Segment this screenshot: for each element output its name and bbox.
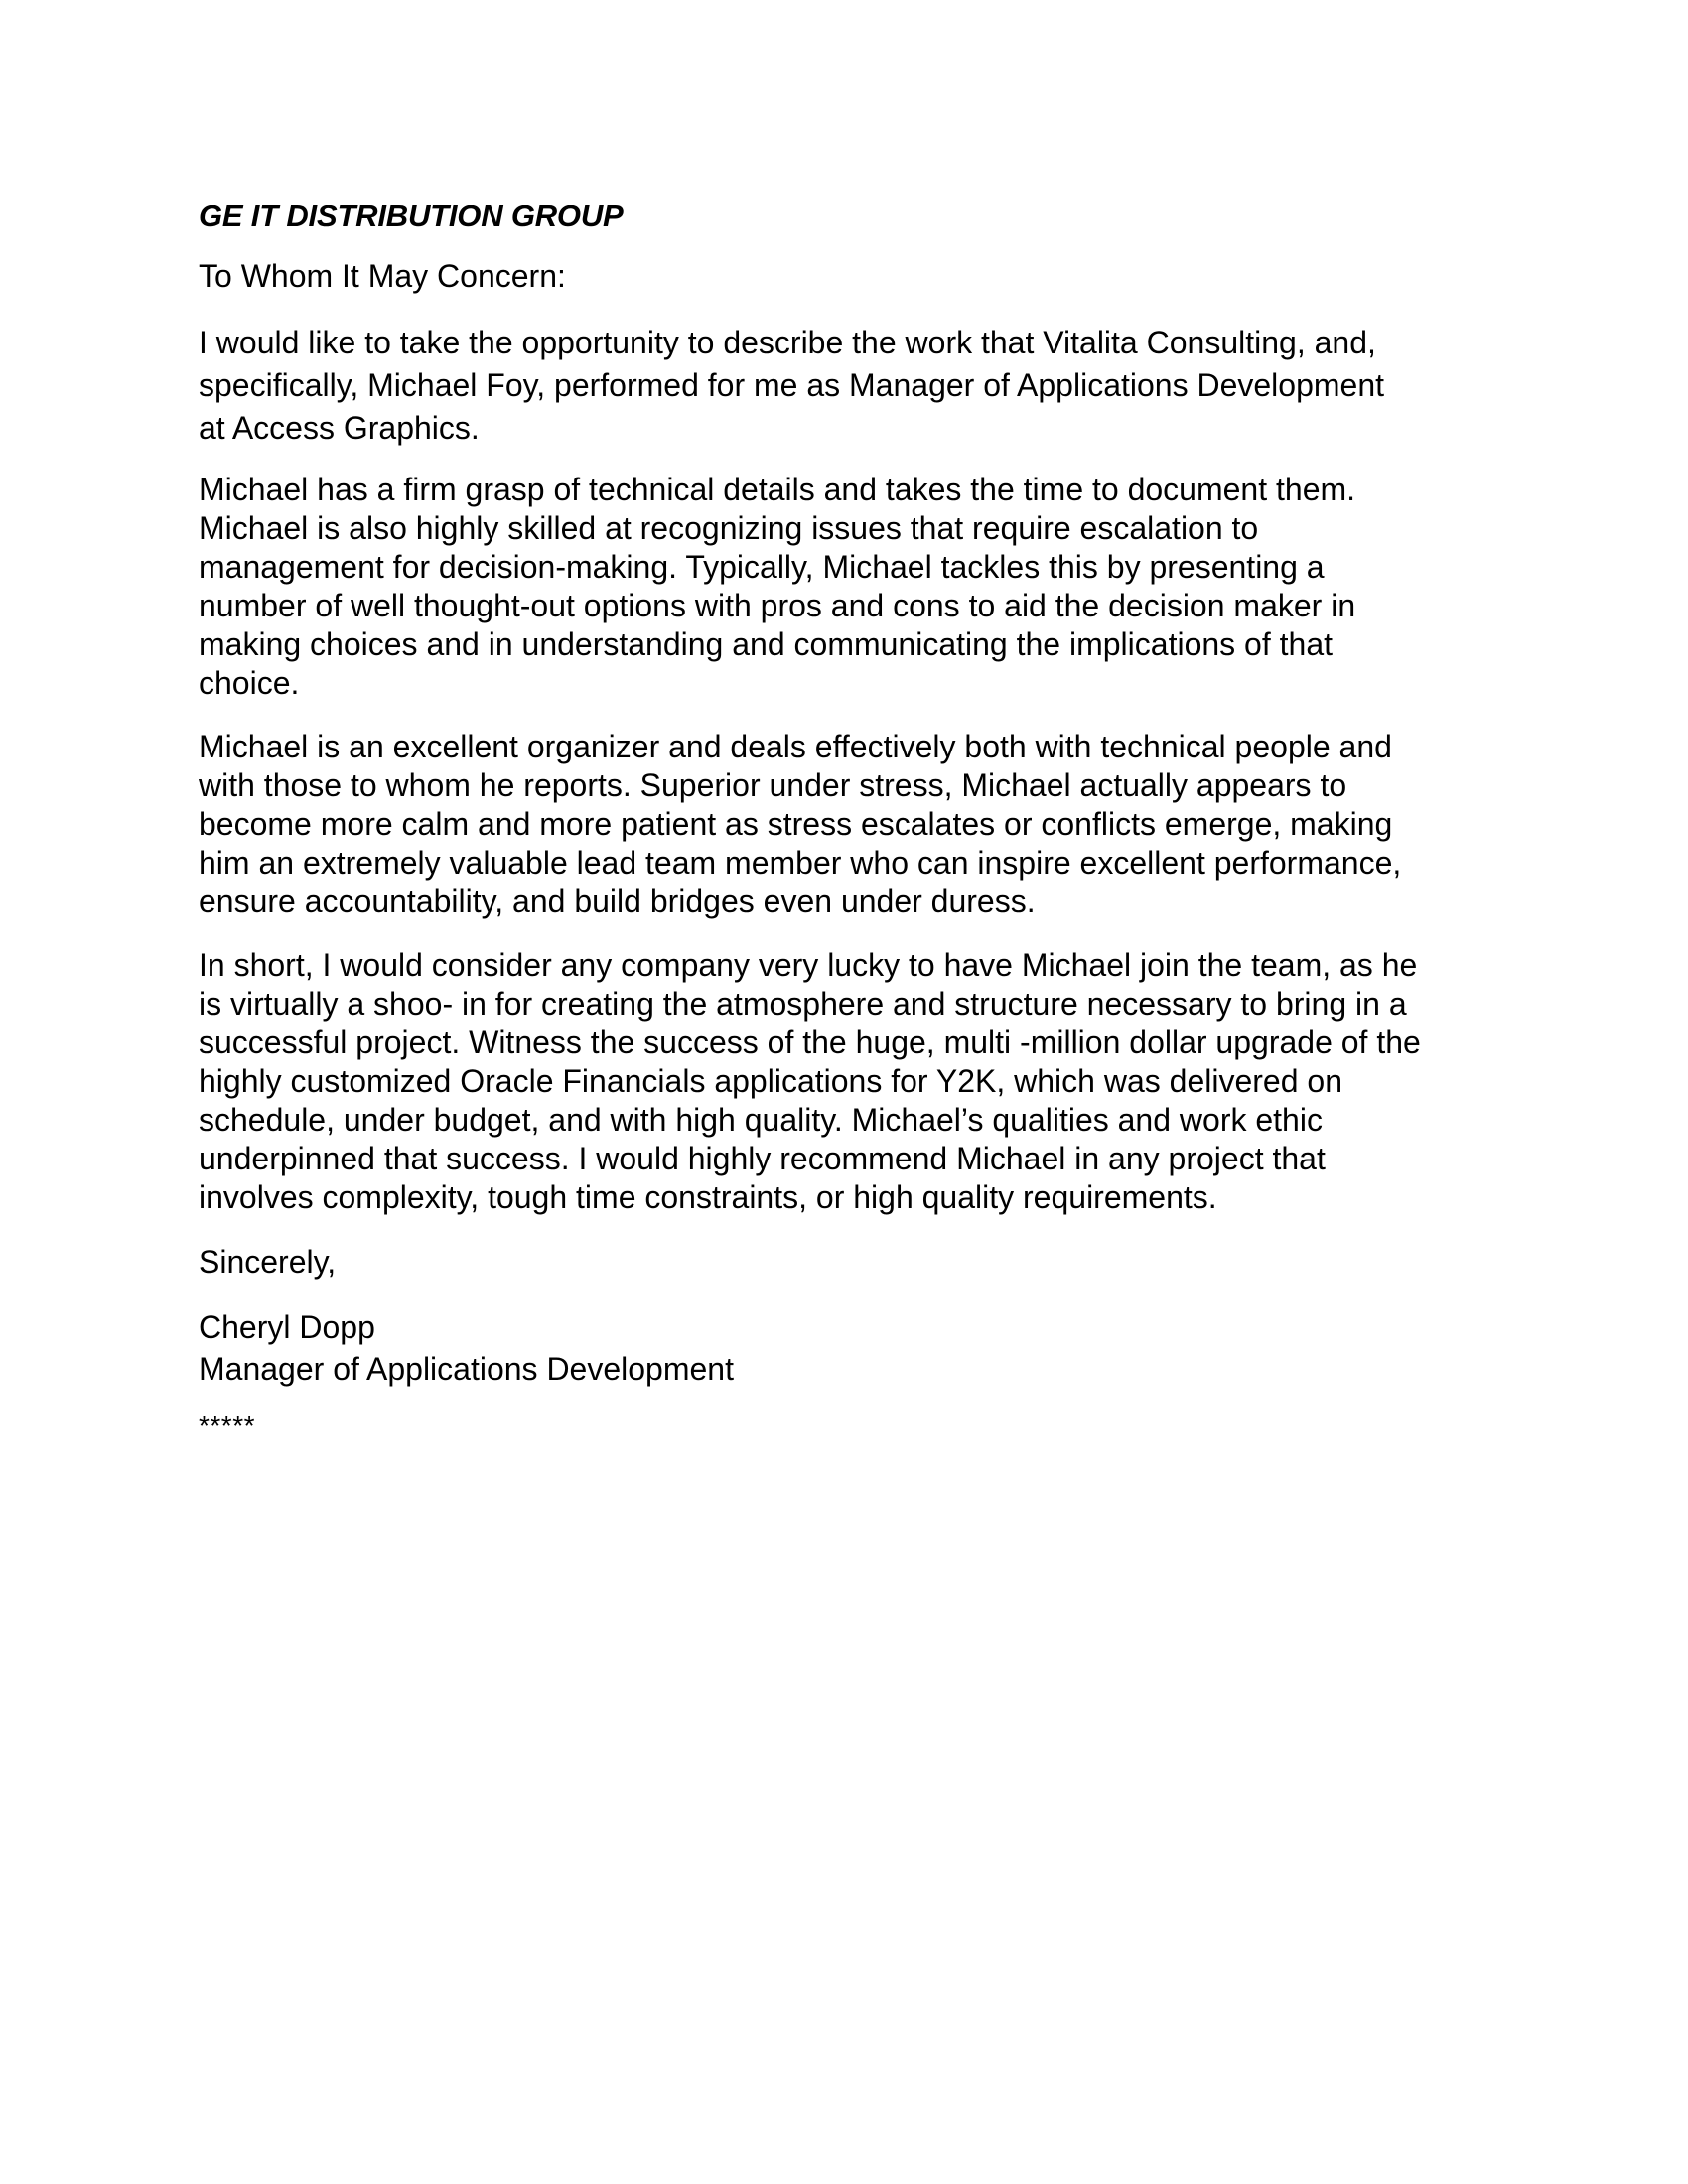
signature-block (199, 1306, 1499, 1390)
paragraph-recommendation: In short, I would consider any company very lucky to have Michael join the team, as he is virtually a shoo- in for creating the atmosphere and structure necessary to bring in a successful project. Witness the success of the huge, multi -million dollar upgrade of the highly customized Oracle Financials applications for Y2K, which was delivered on schedule, under budget, and with high quality. Michael’s qualities and work ethic underpinned that success. I would highly recommend Michael in any project that involves complexity, tough time constraints, or high quality requirements. (199, 947, 1421, 1215)
letter-body (199, 197, 1499, 1441)
letter-heading: GE IT DISTRIBUTION GROUP (199, 199, 624, 233)
paragraph-intro: I would like to take the opportunity to describe the work that Vitalita Consulting, and, specifically, Michael Foy, performed for me as Manager of Applications Development at Access Graphics. (199, 325, 1385, 446)
salutation: To Whom It May Concern: (199, 258, 566, 294)
closing: Sincerely, (199, 1244, 337, 1280)
signer-name: Cheryl Dopp (199, 1309, 375, 1345)
end-marker: ***** (199, 1410, 255, 1440)
paragraph-organizer: Michael is an excellent organizer and deals effectively both with technical people and with those to whom he reports. Superior under stress, Michael actually appears to become more calm and more patient as stress escalates or conflicts emerge, making him an extremely valuable lead team member who can inspire excellent performance, ensure accountability, and build bridges even under duress. (199, 729, 1402, 919)
paragraph-technical: Michael has a firm grasp of technical details and takes the time to document them. Michael is also highly skilled at recognizing issues that require escalation to management for decision-making. Typically, Michael tackles this by presenting a number of well thought-out options with pros and cons to aid the decision maker in making choices and in understanding and communicating the implications of that choice. (199, 472, 1356, 701)
signer-title: Manager of Applications Development (199, 1351, 734, 1387)
